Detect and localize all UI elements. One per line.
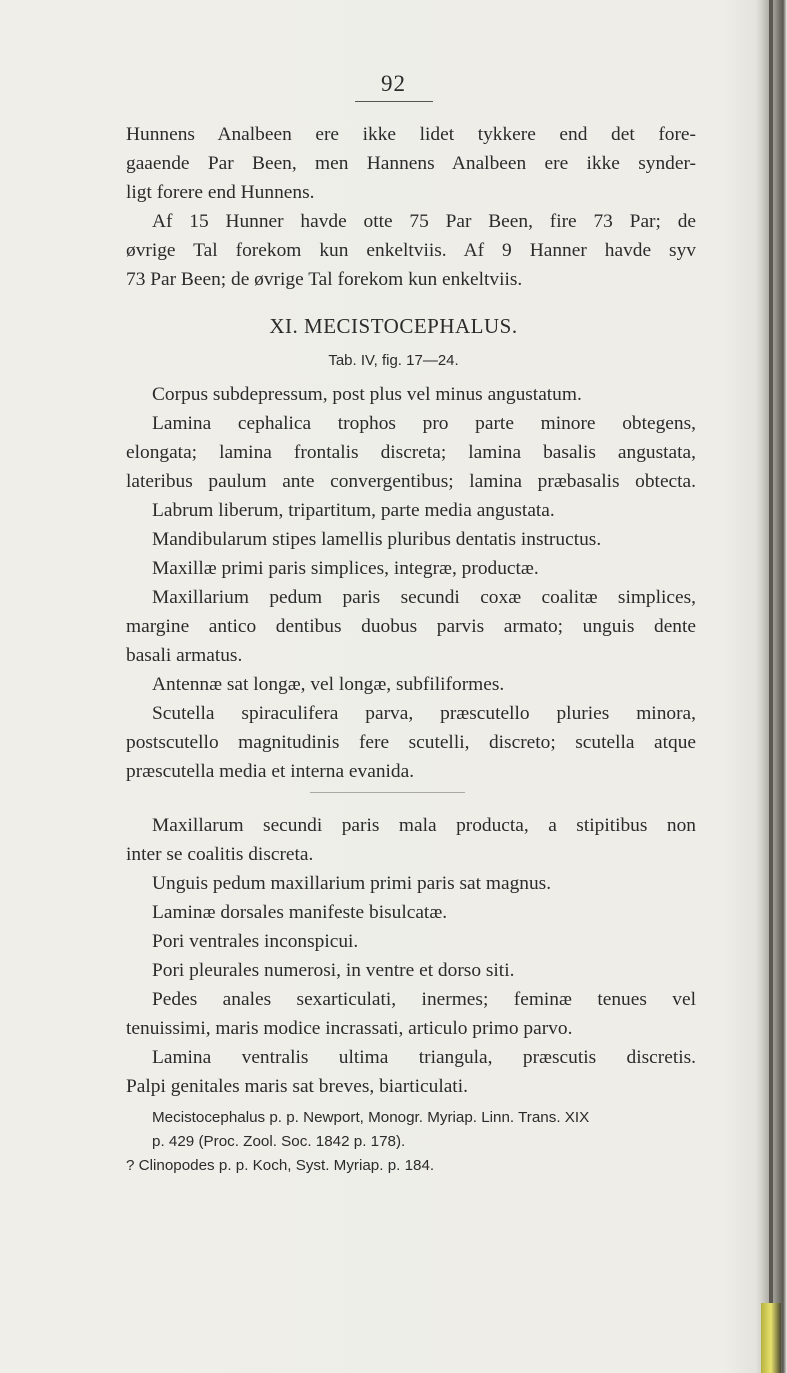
page-number: 92 <box>381 71 406 96</box>
description-line-6: Mandibularum stipes lamellis pluribus dentatis instructus. <box>152 529 602 550</box>
character-line-10: Palpi genitales maris sat breves, biarticulati. <box>126 1076 468 1097</box>
description-line-1: Corpus subdepressum, post plus vel minus angustatum. <box>152 384 582 405</box>
description-line-7: Maxillæ primi paris simplices, integræ, productæ. <box>152 558 539 579</box>
section-title: XI. MECISTOCEPHALUS. <box>269 314 518 338</box>
character-line-3: Unguis pedum maxillarium primi paris sat magnus. <box>152 873 552 894</box>
reference-line-2: p. 429 (Proc. Zool. Soc. 1842 p. 178). <box>152 1133 406 1150</box>
intro-line-5: øvrige Tal forekom kun enkeltviis. Af 9 Hanner havde syv <box>126 240 696 261</box>
section-subtitle: Tab. IV, fig. 17—24. <box>328 352 459 369</box>
character-line-4: Laminæ dorsales manifeste bisulcatæ. <box>152 902 448 923</box>
character-line-5: Pori ventrales inconspicui. <box>152 931 359 952</box>
character-line-7: Pedes anales sexarticulati, inermes; feminæ tenues vel <box>152 989 696 1010</box>
reference-line-3: ? Clinopodes p. p. Koch, Syst. Myriap. p. 184. <box>126 1157 435 1174</box>
page-edge-tab <box>761 1303 781 1373</box>
description-line-3: elongata; lamina frontalis discreta; lamina basalis angustata, <box>126 442 696 463</box>
page-number-underline <box>355 101 433 102</box>
description-line-8: Maxillarium pedum paris secundi coxæ coalitæ simplices, <box>152 587 696 608</box>
description-line-10: basali armatus. <box>126 645 243 666</box>
description-line-13: postscutello magnitudinis fere scutelli, discreto; scutella atque <box>126 732 696 753</box>
character-line-2: inter se coalitis discreta. <box>126 844 314 865</box>
description-line-2: Lamina cephalica trophos pro parte minore obtegens, <box>152 413 696 434</box>
intro-line-1: Hunnens Analbeen ere ikke lidet tykkere end det fore- <box>126 124 696 145</box>
intro-line-4: Af 15 Hunner havde otte 75 Par Been, fire 73 Par; de <box>152 211 696 232</box>
description-line-11: Antennæ sat longæ, vel longæ, subfiliformes. <box>152 674 505 695</box>
intro-line-6: 73 Par Been; de øvrige Tal forekom kun enkeltviis. <box>126 269 523 290</box>
character-line-1: Maxillarum secundi paris mala producta, a stipitibus non <box>152 815 696 836</box>
description-line-12: Scutella spiraculifera parva, præscutello pluries minora, <box>152 703 696 724</box>
description-line-4: lateribus paulum ante convergentibus; lamina præbasalis obtecta. <box>126 471 696 492</box>
page-edge-shadow <box>761 0 787 1373</box>
description-line-14: præscutella media et interna evanida. <box>126 761 415 782</box>
character-line-9: Lamina ventralis ultima triangula, præscutis discretis. <box>152 1047 696 1068</box>
description-line-9: margine antico dentibus duobus parvis armato; unguis dente <box>126 616 696 637</box>
section-divider <box>310 792 465 793</box>
character-line-8: tenuissimi, maris modice incrassati, articulo primo parvo. <box>126 1018 573 1039</box>
reference-line-1: Mecistocephalus p. p. Newport, Monogr. Myriap. Linn. Trans. XIX <box>152 1109 590 1126</box>
intro-line-3: ligt forere end Hunnens. <box>126 182 315 203</box>
page-edge-line <box>769 0 773 1373</box>
character-line-6: Pori pleurales numerosi, in ventre et dorso siti. <box>152 960 515 981</box>
intro-line-2: gaaende Par Been, men Hannens Analbeen ere ikke synder- <box>126 153 696 174</box>
description-line-5: Labrum liberum, tripartitum, parte media angustata. <box>152 500 555 521</box>
